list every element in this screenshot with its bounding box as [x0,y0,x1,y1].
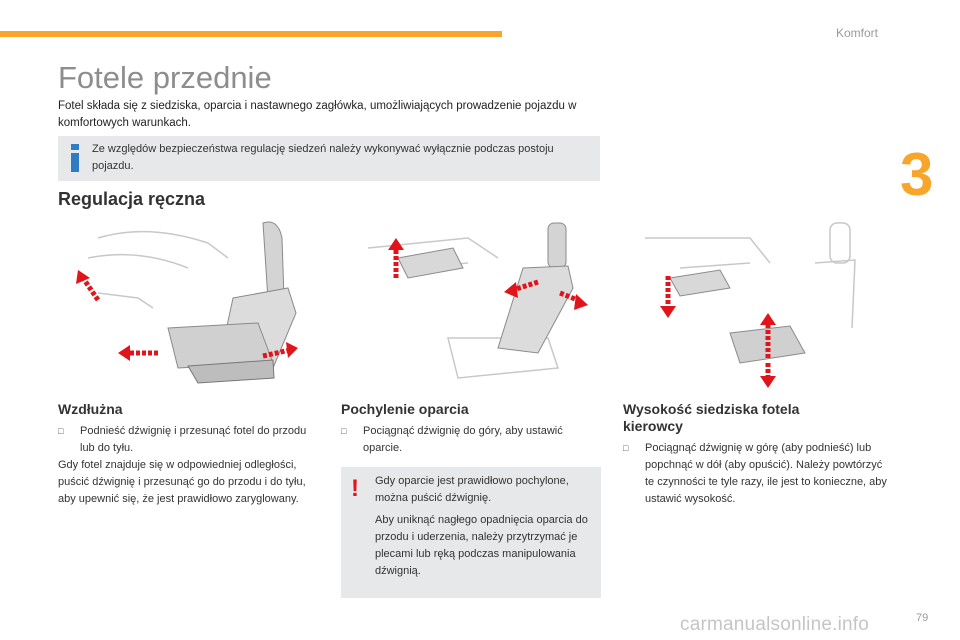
backrest-bullet [341,423,601,457]
seat-backrest-drawing [348,218,596,390]
bullet-marker-icon: □ [58,426,64,436]
seat-backrest-illustration [348,218,596,390]
header-accent-bar [0,31,502,37]
bullet-marker-icon: □ [623,443,629,453]
seat-height-illustration [640,218,888,390]
info-note-box [58,136,600,181]
seat-longitudinal-illustration [58,218,306,390]
height-bullet-text: Pociągnąć dźwignię w górę (aby podnieść) lub popchnąć w dół (aby opuścić). Należy powtórzyć te czynności te tyle razy, ile jest to konieczne, aby ustawić wysokość. [645,442,887,505]
backrest-bullet-text: Pociągnąć dźwignię do góry, aby ustawić oparcie. [363,425,563,454]
backrest-title: Pochylenie oparcia [341,401,469,417]
seat-longitudinal-drawing [58,218,306,390]
height-bullet [623,440,888,508]
intro-paragraph: Fotel składa się z siedziska, oparcia i nastawnego zagłówka, umożliwiających prowadzenie pojazdu w komfortowych warunkach. [58,100,577,129]
seat-height-drawing [640,218,888,390]
longitudinal-title: Wzdłużna [58,401,123,417]
backrest-warning-box [341,467,601,598]
bullet-marker-icon: □ [341,426,347,436]
longitudinal-bullet [58,423,308,457]
info-note-text: Ze względów bezpieczeństwa regulację siedzeń należy wykonywać wyłącznie podczas postoju pojazdu. [92,143,554,172]
page-number: 79 [916,612,929,624]
section-label: Komfort [836,26,879,40]
watermark: carmanualsonline.info [680,614,870,635]
warning-icon: ! [351,475,359,502]
subheading: Regulacja ręczna [58,189,206,209]
backrest-warning-2: Aby uniknąć nagłego opadnięcia oparcia do przodu i uderzenia, należy przytrzymać je plecami lub ręką podczas manipulowania dźwignią. [375,514,588,577]
info-icon [68,144,82,172]
longitudinal-text: Gdy fotel znajduje się w odpowiedniej odległości, puścić dźwignię i przesunąć go do przodu i do tyłu, aby upewnić się, że jest prawidłowo zaryglowany. [58,459,306,505]
backrest-warning-1: Gdy oparcie jest prawidłowo pochylone, można puścić dźwignię. [375,475,569,504]
longitudinal-bullet-text: Podnieść dźwignię i przesunąć fotel do przodu lub do tyłu. [80,425,307,454]
page-title: Fotele przednie [58,60,272,95]
height-title: Wysokość siedziska fotela kierowcy [623,401,800,434]
chapter-number: 3 [900,141,934,208]
